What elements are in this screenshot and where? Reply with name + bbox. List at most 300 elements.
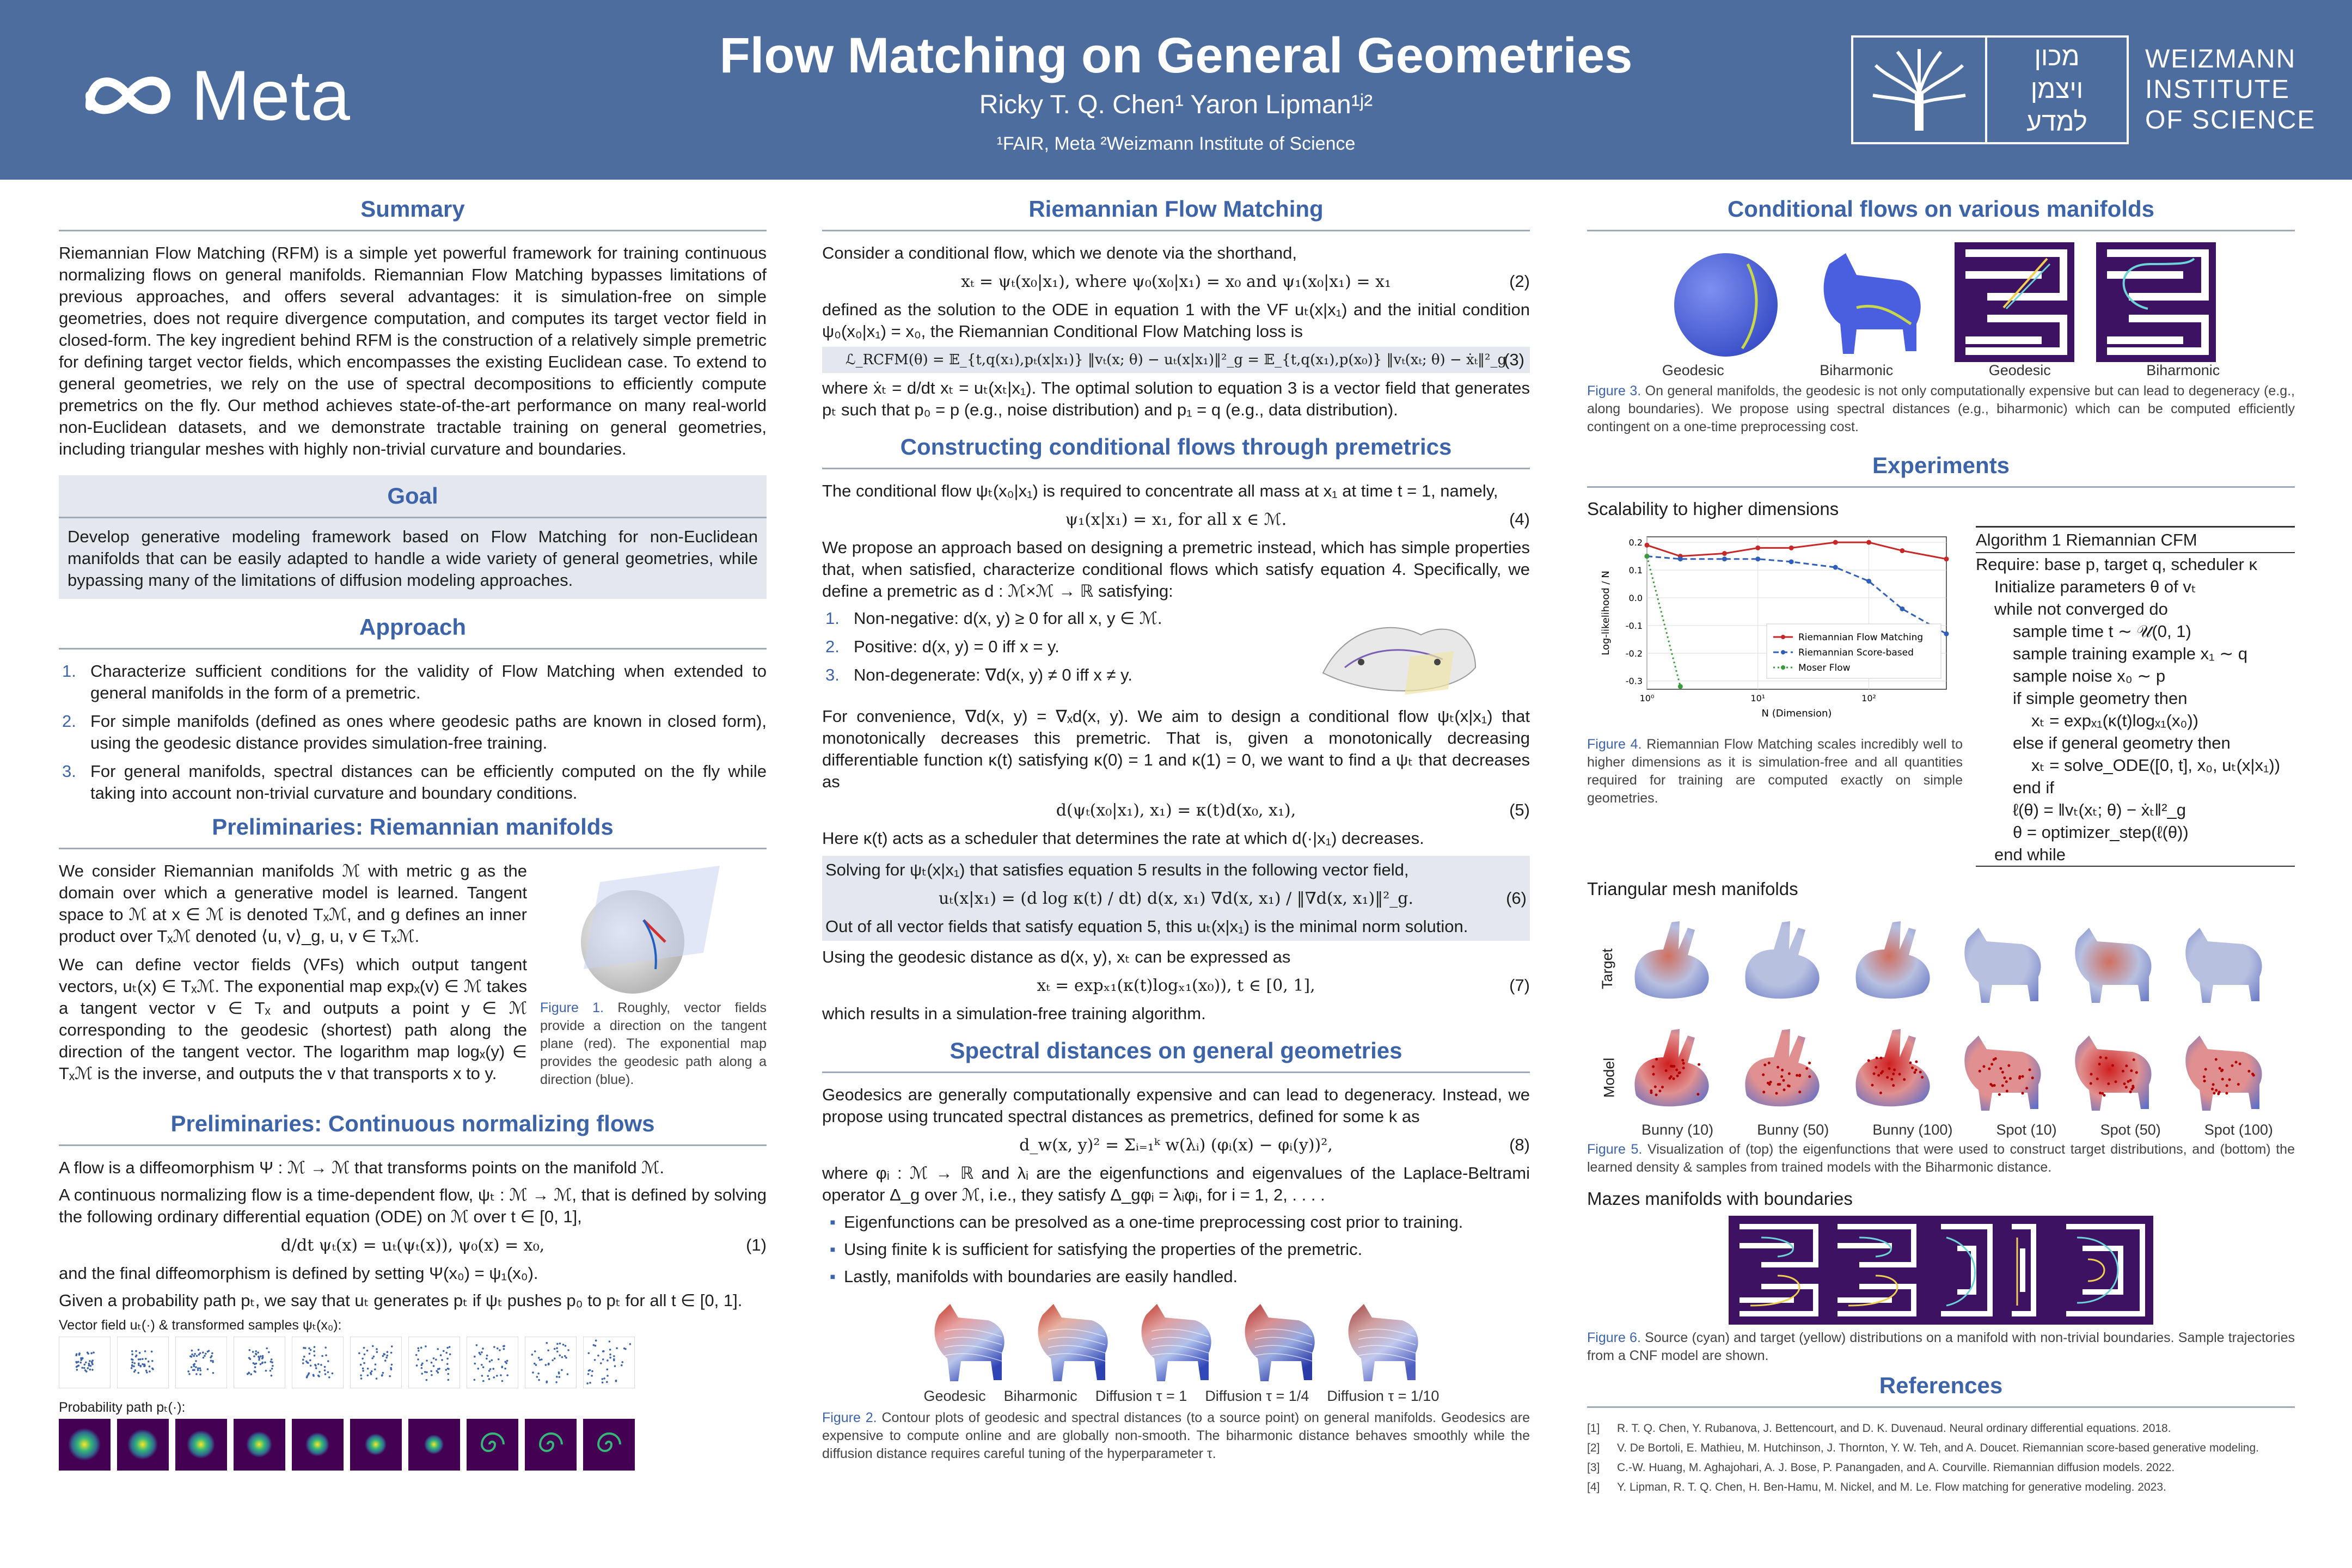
- sample-point: [1892, 1084, 1895, 1087]
- vector-field-frame: [292, 1337, 344, 1388]
- prelim-cnf-p2: A continuous normalizing flow is a time-dependent flow, ψₜ : ℳ → ℳ, that is defined by solving the following ordinary differential equation (ODE) on ℳ over t ∈ [0, 1],: [59, 1185, 767, 1226]
- sample-point: [367, 1374, 369, 1376]
- prelim-riemannian-p2: We can define vector fields (VFs) which output tangent vectors, uₜ(x) ∈ Tₓℳ. The exponential map expₓ(v) ∈ ℳ takes a tangent vector v ∈ Tₓ and outputs a point y ∈ ℳ corresponding to the geodesic (shortest) path along the direction of the tangent vector. The logarithm map logₓ(y) ∈ Tₓℳ is the inverse, and outputs the v that transports x to y.: [59, 955, 527, 1083]
- list-text: Eigenfunctions can be presolved as a one-time preprocessing cost prior to training.: [844, 1212, 1463, 1232]
- list-item: [822, 636, 1312, 658]
- mesh-row-labels: [1587, 906, 1620, 1122]
- sample-point: [602, 1350, 604, 1352]
- list-text: Non-degenerate: ∇d(x, y) ≠ 0 iff x ≠ y.: [854, 665, 1132, 684]
- reference-number: [3]: [1587, 1461, 1600, 1474]
- sample-point: [90, 1352, 93, 1355]
- algorithm-line: Require: base p, target q, scheduler κ: [1976, 555, 2257, 574]
- sample-point: [1982, 1065, 1985, 1068]
- sample-point: [1913, 1071, 1916, 1074]
- sample-point: [1777, 1066, 1779, 1069]
- sample-point: [191, 1366, 193, 1368]
- premetric-p1: The conditional flow ψₜ(x₀|x₁) is required to concentrate all mass at x₁ at time t = 1, namely,: [822, 481, 1498, 500]
- figure-caption: Contour plots of geodesic and spectral distances (to a source point) on general manifolds. Geodesics are expensive to compute online and are globally non-smooth. The biharmonic distance behaves smoothly while the diffusion distance requires careful tuning of the hyperparameter τ.: [822, 1410, 1530, 1461]
- sample-point: [2009, 1077, 2012, 1080]
- sample-point: [88, 1364, 90, 1367]
- sample-point: [607, 1359, 609, 1362]
- sample-point: [532, 1371, 534, 1374]
- sample-point: [1990, 1063, 1993, 1065]
- premetric-properties: [822, 608, 1530, 706]
- sample-point: [565, 1357, 567, 1359]
- premetric-title: Constructing conditional flows through premetrics: [822, 434, 1530, 469]
- algorithm-lines: [1976, 553, 2295, 867]
- sample-point: [2090, 1082, 2092, 1085]
- sample-point: [193, 1365, 195, 1368]
- reference-text: Y. Lipman, R. T. Q. Chen, H. Ben-Hamu, M. Nickel, and M. Le. Flow matching for generative modeling. 2023.: [1617, 1481, 2166, 1493]
- vector-field-frame: [234, 1337, 285, 1388]
- premetric-list: [822, 608, 1312, 706]
- vector-field-strip: [59, 1337, 767, 1388]
- sample-point: [91, 1369, 94, 1371]
- sample-point: [199, 1367, 201, 1369]
- sample-point: [493, 1376, 495, 1379]
- sample-point: [261, 1362, 264, 1364]
- sample-point: [1671, 1065, 1674, 1068]
- sample-point: [250, 1373, 253, 1375]
- sample-point: [386, 1355, 388, 1357]
- approach-title: Approach: [59, 614, 767, 650]
- sample-point: [189, 1355, 192, 1357]
- sample-point: [144, 1350, 146, 1352]
- sample-point: [489, 1361, 491, 1363]
- data-point: [1645, 554, 1650, 559]
- sample-point: [1999, 1067, 2002, 1070]
- sample-point: [501, 1380, 504, 1382]
- sample-point: [1873, 1073, 1876, 1075]
- sample-point: [270, 1370, 272, 1372]
- sample-point: [597, 1355, 599, 1357]
- density-blob: [68, 1428, 101, 1461]
- summary-text: Riemannian Flow Matching (RFM) is a simple yet powerful framework for training continuous normalizing flows on general manifolds. Riemannian Flow Matching bypasses limitations of previous approaches, and offers several advantages: it is simulation-free on simple geometries, does not require divergence computation, and computes its target vector field in closed-form. The key ingredient behind RFM is the construction of a relatively simple premetric for defining target vector fields, which encompasses the existing Euclidean case. To extend to general geometries, we rely on the use of spectral decompositions to efficiently compute premetrics on the fly. Our method achieves state-of-the-art performance on many real-world non-Euclidean datasets, and we demonstrate tractable training on general geometries, including triangular meshes with highly non-trivial curvature and boundaries.: [59, 243, 767, 458]
- sample-point: [426, 1371, 428, 1374]
- spectral-title: Spectral distances on general geometries: [822, 1038, 1530, 1073]
- premetric-p4: Here κ(t) acts as a scheduler that determines the rate at which d(·|x₁) decreases.: [822, 829, 1424, 848]
- equation-body: xₜ = expₓ₁(κ(t)logₓ₁(x₀)), t ∈ [0, 1],: [1037, 976, 1315, 995]
- sample-point: [255, 1353, 257, 1355]
- sample-point: [317, 1375, 320, 1377]
- sample-point: [139, 1352, 141, 1354]
- sample-point: [488, 1378, 491, 1380]
- sample-point: [415, 1354, 418, 1356]
- sample-point: [2101, 1092, 2104, 1095]
- sample-point: [2247, 1070, 2250, 1073]
- sample-point: [78, 1353, 81, 1356]
- equation-6: [825, 885, 1527, 911]
- meta-logo: [79, 54, 351, 136]
- sample-point: [567, 1349, 569, 1351]
- sample-point: [76, 1365, 78, 1367]
- sample-point: [255, 1363, 258, 1365]
- sample-point: [1921, 1076, 1924, 1079]
- sample-point: [310, 1365, 312, 1367]
- weizmann-hebrew-line: למדע: [2026, 108, 2087, 137]
- sample-point: [477, 1368, 479, 1370]
- sample-point: [360, 1377, 363, 1380]
- sample-point: [196, 1355, 198, 1357]
- sample-point: [383, 1353, 385, 1356]
- sample-point: [271, 1358, 273, 1361]
- figure-3-labels: [1587, 362, 2295, 379]
- sample-point: [366, 1350, 369, 1352]
- sample-point: [425, 1345, 427, 1347]
- sample-point: [559, 1343, 561, 1345]
- sample-point: [363, 1347, 365, 1349]
- sample-point: [481, 1375, 483, 1377]
- sample-point: [1911, 1067, 1914, 1069]
- poster-affiliations: ¹FAIR, Meta ²Weizmann Institute of Science: [996, 133, 1356, 154]
- sample-point: [534, 1350, 536, 1352]
- sample-point: [607, 1375, 609, 1377]
- sample-point: [139, 1365, 142, 1368]
- sample-point: [559, 1355, 561, 1357]
- sample-point: [602, 1382, 604, 1384]
- sample-point: [1682, 1062, 1685, 1065]
- sample-point: [131, 1353, 133, 1356]
- sample-point: [203, 1357, 205, 1359]
- sample-point: [1798, 1091, 1801, 1093]
- sample-point: [212, 1372, 215, 1374]
- sample-point: [547, 1350, 549, 1352]
- probability-frame: [467, 1419, 518, 1471]
- sample-point: [271, 1368, 273, 1370]
- experiments-title: Experiments: [1587, 452, 2295, 488]
- weizmann-logo: [1851, 35, 2316, 144]
- algorithm-1: [1976, 526, 2295, 867]
- sample-point: [2007, 1064, 2010, 1067]
- probability-frame: [292, 1419, 344, 1471]
- sample-point: [1682, 1067, 1685, 1069]
- sample-point: [503, 1348, 505, 1350]
- sample-point: [2090, 1073, 2093, 1075]
- bullet-icon: ▪: [830, 1240, 836, 1259]
- sample-point: [2221, 1069, 2224, 1071]
- sample-point: [391, 1345, 393, 1347]
- sample-point: [2213, 1092, 2215, 1094]
- spectral-bullets: [822, 1211, 1530, 1288]
- sample-point: [2215, 1089, 2218, 1092]
- sample-point: [315, 1365, 317, 1367]
- sample-point: [197, 1367, 199, 1369]
- figure-sublabel: Biharmonic: [1820, 362, 1894, 378]
- sample-point: [496, 1375, 498, 1377]
- sample-point: [609, 1340, 611, 1343]
- vector-field-frame: [408, 1337, 460, 1388]
- equation-body: ψ₁(x|x₁) = x₁, for all x ∈ ℳ.: [1065, 510, 1287, 529]
- sample-point: [2225, 1092, 2228, 1095]
- sample-point: [265, 1370, 267, 1372]
- legend-marker: [1781, 665, 1785, 670]
- equation-body: ℒ_RCFM(θ) = 𝔼_{t,q(x₁),pₜ(x|x₁)} ‖vₜ(x; θ) − uₜ(x|x₁)‖²_g = 𝔼_{t,q(x₁),p(x₀)} ‖vₜ(xₜ; θ) − ẋₜ‖²_g: [845, 352, 1507, 368]
- probability-frame: [525, 1419, 577, 1471]
- sample-point: [1652, 1065, 1655, 1068]
- list-text: For general manifolds, spectral distances can be efficiently computed on the fly while taking into account non-trivial curvature and boundary conditions.: [90, 762, 767, 803]
- equation-number: (2): [1509, 272, 1530, 291]
- figure-5-caption: [1587, 1141, 2295, 1177]
- list-item: [59, 761, 767, 804]
- sample-point: [372, 1345, 374, 1347]
- sample-point: [1780, 1075, 1783, 1078]
- sample-point: [621, 1361, 623, 1363]
- sample-point: [262, 1357, 264, 1359]
- sample-point: [151, 1360, 154, 1362]
- sample-point: [594, 1359, 596, 1361]
- equation-body: d_w(x, y)² = Σᵢ₌₁ᵏ w(λᵢ) (φᵢ(x) − φᵢ(y))²,: [1019, 1135, 1333, 1155]
- reference-number: [2]: [1587, 1442, 1600, 1454]
- sample-point: [382, 1372, 384, 1374]
- algorithm-line: if simple geometry then: [2013, 689, 2188, 708]
- sample-point: [562, 1344, 565, 1346]
- sample-point: [2122, 1070, 2124, 1073]
- figure-sublabel: Bunny (50): [1757, 1122, 1829, 1138]
- prelim-cnf-p1: A flow is a diffeomorphism Ψ : ℳ → ℳ that transforms points on the manifold ℳ.: [59, 1158, 665, 1177]
- sample-point: [1762, 1073, 1765, 1076]
- sample-point: [2226, 1084, 2228, 1087]
- sample-point: [195, 1373, 198, 1375]
- probability-frame: [408, 1419, 460, 1471]
- sample-point: [602, 1358, 604, 1361]
- data-point: [1944, 556, 1949, 561]
- tree-icon: [1851, 35, 1987, 144]
- reference-item: [1587, 1419, 2295, 1438]
- sample-point: [1867, 1059, 1870, 1062]
- sample-point: [1875, 1066, 1877, 1069]
- sample-point: [313, 1375, 315, 1377]
- sample-point: [2130, 1088, 2133, 1091]
- list-item: [822, 664, 1312, 686]
- sample-point: [559, 1376, 561, 1378]
- sample-point: [497, 1347, 499, 1350]
- density-blob: [127, 1429, 158, 1460]
- sample-point: [482, 1347, 484, 1350]
- equation-number: (6): [1506, 889, 1527, 908]
- sample-point: [2099, 1092, 2102, 1094]
- conditional-flows-title: Conditional flows on various manifolds: [1587, 196, 2295, 231]
- algorithm-line: θ = optimizer_step(ℓ(θ)): [2013, 823, 2189, 842]
- sample-point: [501, 1366, 503, 1368]
- rfm-p1: Consider a conditional flow, which we denote via the shorthand,: [822, 243, 1297, 262]
- spot-mesh: [2062, 906, 2167, 1009]
- algorithm-line: sample training example x₁ ∼ q: [2013, 644, 2248, 663]
- sample-point: [252, 1351, 254, 1353]
- figure-sublabel: Biharmonic: [1003, 1388, 1077, 1404]
- sample-point: [1782, 1079, 1785, 1082]
- sample-point: [76, 1369, 78, 1371]
- sample-point: [310, 1349, 312, 1351]
- sample-point: [2219, 1067, 2221, 1070]
- reference-text: C.-W. Huang, M. Aghajohari, A. J. Bose, P. Panangaden, and A. Courville. Riemannian diffusion models. 2022.: [1617, 1461, 2175, 1474]
- sample-point: [1876, 1057, 1878, 1059]
- sample-point: [486, 1358, 488, 1360]
- sample-point: [136, 1355, 138, 1357]
- sample-point: [89, 1360, 91, 1362]
- mesh-model-row: [1620, 1014, 2277, 1117]
- weizmann-hebrew-line: ויצמן: [2030, 75, 2084, 104]
- reference-number: [1]: [1587, 1422, 1600, 1435]
- vector-field-frame: [59, 1337, 111, 1388]
- list-text: For simple manifolds (defined as ones where geodesic paths are known in closed form), using the geodesic distance provides simulation-free training.: [90, 712, 767, 752]
- equation-5: [822, 797, 1530, 823]
- mesh-grid: [1587, 906, 2295, 1122]
- premetric-p2: We propose an approach based on designing a premetric instead, which has simple properties that, when satisfied, characterize conditional flows which satisfy equation 4. Specifically, we define a premetric as d : ℳ×ℳ → ℝ satisfying:: [822, 538, 1530, 601]
- sample-point: [309, 1359, 311, 1362]
- meta-infinity-icon: [79, 68, 177, 122]
- sample-point: [139, 1358, 142, 1361]
- sample-point: [390, 1352, 393, 1354]
- sample-point: [2111, 1064, 2114, 1067]
- sample-point: [1909, 1062, 1912, 1064]
- sample-point: [1892, 1073, 1895, 1075]
- sample-point: [2235, 1061, 2238, 1063]
- figure-sublabel: Geodesic: [1662, 362, 1724, 378]
- premetric-p5: Solving for ψₜ(x|x₁) that satisfies equation 5 results in the following vector field,: [825, 860, 1409, 879]
- sample-point: [324, 1369, 326, 1371]
- sample-point: [541, 1358, 543, 1361]
- sample-point: [595, 1345, 597, 1347]
- sample-point: [149, 1370, 151, 1373]
- algorithm-line: Initialize parameters θ of vₜ: [1994, 577, 2196, 596]
- sample-point: [482, 1380, 485, 1382]
- weizmann-hebrew-line: מכון: [2034, 42, 2080, 71]
- figure-sublabel: Geodesic: [923, 1388, 986, 1404]
- sample-point: [474, 1356, 476, 1358]
- reference-item: [1587, 1458, 2295, 1478]
- bullet-icon: ▪: [830, 1212, 836, 1232]
- spot-biharmonic-figure: [1808, 242, 1933, 362]
- sample-point: [381, 1374, 383, 1376]
- list-item: [59, 710, 767, 754]
- sample-point: [271, 1375, 273, 1377]
- sample-point: [204, 1355, 206, 1357]
- sample-point: [1994, 1057, 1997, 1060]
- sample-point: [199, 1374, 201, 1376]
- figure-caption: Source (cyan) and target (yellow) distributions on a manifold with non-trivial boundaries. Sample trajectories from a CNF model are shown.: [1587, 1330, 2295, 1363]
- sample-point: [2022, 1075, 2024, 1078]
- figure-caption: Riemannian Flow Matching scales incredibly well to higher dimensions as it is simulation-free and all quantities required for training are computed exactly on simple geometries.: [1587, 737, 1963, 806]
- sample-point: [437, 1348, 439, 1350]
- sample-point: [327, 1360, 329, 1362]
- list-item: [822, 1211, 1530, 1233]
- sample-point: [426, 1379, 428, 1381]
- sample-point: [486, 1355, 488, 1357]
- sample-point: [91, 1363, 94, 1365]
- sample-point: [431, 1374, 433, 1376]
- premetric-p7: Using the geodesic distance as d(x, y), xₜ can be expressed as: [822, 947, 1291, 966]
- sample-point: [302, 1359, 304, 1361]
- sample-point: [84, 1369, 87, 1371]
- sample-point: [447, 1373, 449, 1375]
- sample-point: [556, 1376, 558, 1378]
- density-blob: [246, 1431, 272, 1457]
- sample-point: [260, 1363, 262, 1365]
- sample-point: [420, 1347, 422, 1349]
- sample-point: [131, 1364, 133, 1367]
- sample-point: [539, 1359, 541, 1361]
- sample-point: [362, 1370, 364, 1372]
- sample-point: [302, 1362, 304, 1364]
- sample-point: [360, 1364, 362, 1366]
- sample-point: [199, 1352, 201, 1355]
- sample-point: [1673, 1077, 1675, 1080]
- equation-body: uₜ(x|x₁) = (d log κ(t) / dt) d(x, x₁) ∇d(x, x₁) / ‖∇d(x, x₁)‖²_g.: [938, 889, 1414, 908]
- sample-point: [376, 1351, 378, 1353]
- sample-point: [1915, 1061, 1918, 1063]
- sample-point: [306, 1376, 308, 1379]
- references-list: [1587, 1419, 2295, 1497]
- figure-label: Figure 4.: [1587, 737, 1642, 752]
- figure-label: Figure 6.: [1587, 1330, 1641, 1345]
- probability-frame: [59, 1419, 111, 1471]
- sample-point: [1988, 1068, 1990, 1070]
- sample-point: [2029, 1068, 2031, 1071]
- sample-point: [433, 1365, 435, 1367]
- sample-point: [131, 1367, 133, 1369]
- figure-5-labels: [1587, 1122, 2295, 1138]
- sample-point: [491, 1359, 493, 1361]
- sample-point: [138, 1358, 140, 1361]
- sample-point: [2135, 1071, 2138, 1074]
- figure-caption: Visualization of (top) the eigenfunctions that were used to construct target distributions, and (bottom) the learned density & samples from trained models with the Biharmonic distance.: [1587, 1142, 2295, 1175]
- poster-header: [0, 0, 2352, 180]
- sample-point: [613, 1355, 615, 1357]
- figure-label: Figure 2.: [822, 1410, 877, 1425]
- sample-point: [537, 1373, 540, 1375]
- sample-point: [131, 1362, 133, 1364]
- vector-field-frame: [467, 1337, 518, 1388]
- sample-point: [327, 1371, 329, 1373]
- bullet-icon: ▪: [830, 1267, 836, 1286]
- reference-number: [4]: [1587, 1481, 1600, 1493]
- sample-point: [2096, 1077, 2099, 1080]
- figure-sublabel: Diffusion τ = 1/4: [1205, 1388, 1309, 1404]
- sample-point: [588, 1370, 590, 1372]
- meta-wordmark: Meta: [191, 56, 351, 135]
- sample-point: [187, 1370, 189, 1373]
- sample-point: [567, 1373, 569, 1375]
- y-tick-label: 0.2: [1628, 537, 1643, 548]
- sample-point: [249, 1358, 252, 1360]
- sample-point: [376, 1377, 378, 1380]
- sample-point: [1888, 1067, 1891, 1070]
- sample-point: [2125, 1064, 2128, 1067]
- sample-point: [90, 1365, 92, 1367]
- sample-point: [149, 1365, 151, 1368]
- figure-6: [1587, 1216, 2295, 1325]
- sample-point: [417, 1358, 419, 1361]
- sample-point: [504, 1368, 506, 1370]
- sample-point: [83, 1367, 85, 1369]
- probability-frame: [117, 1419, 169, 1471]
- figure-sublabel: Biharmonic: [2146, 362, 2220, 378]
- sample-point: [385, 1357, 388, 1359]
- sample-point: [391, 1364, 393, 1366]
- sample-point: [431, 1362, 433, 1364]
- sample-point: [146, 1371, 148, 1374]
- sample-point: [253, 1355, 255, 1357]
- sample-point: [138, 1364, 140, 1366]
- vector-field-frame: [117, 1337, 169, 1388]
- data-point: [1722, 551, 1727, 556]
- list-number: 1.: [825, 609, 840, 628]
- sample-point: [2018, 1075, 2021, 1078]
- sample-point: [613, 1359, 615, 1362]
- sample-point: [416, 1364, 418, 1367]
- sample-point: [1808, 1075, 1811, 1078]
- sample-point: [558, 1371, 560, 1374]
